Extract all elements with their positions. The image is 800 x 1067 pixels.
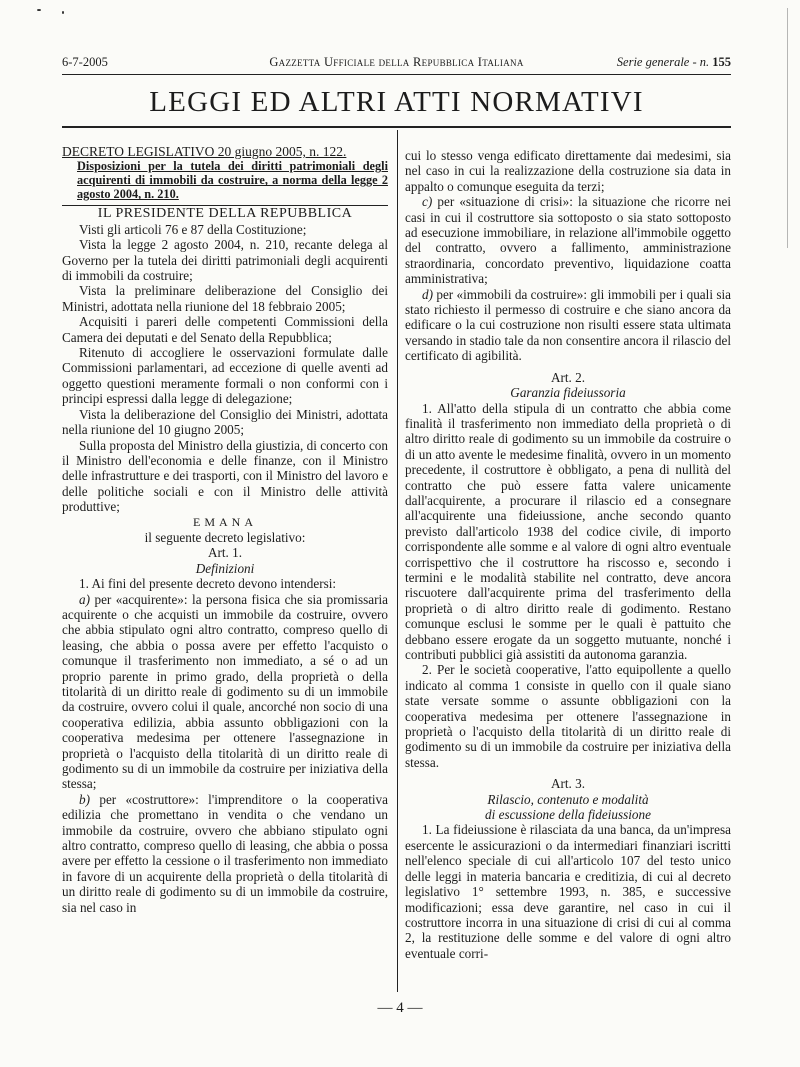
article-2-paragraph: 1. All'atto della stipula di un contratto che abbia come finalità il trasferimento non immediato della proprietà o di altro diritto reale di godimento su un immobile da costruire o di un atto avente le medesime finalità, ovvero in un momento precedente, il costruttore è obbligato, a pena di nullità del contratto che può essere fatta valere unicamente dall'acquirente, a procurare il rilascio ed a consegnare all'acquirente una fideiussione, anche secondo quanto previsto dall'articolo 1938 del codice civile, di importo corrispondente alle somme e al valore di ogni altro eventuale corrispettivo che il costruttore ha riscosso e, secondo i termini e le modalità stabilite nel contratto, deve ancora riscuotere dall'acquirente prima del trasferimento della proprietà o di altro diritto reale di godimento. Restano comunque esclusi le somme per le quali è pattuito che debbano essere erogate da un soggetto mutuante, nonché i contributi pubblici già assistiti da autonoma garanzia.: [405, 400, 731, 662]
preamble-item: Sulla proposta del Ministro della giustizia, di concerto con il Ministro dell'economia e delle finanze, con il Ministro delle infrastrutture e dei trasporti, con il Ministro del lavoro e delle politiche sociali e con il Ministro delle attività produttive;: [62, 437, 388, 515]
definition-letter: d): [422, 286, 433, 302]
header-rule: [62, 74, 731, 75]
decree-subtitle: Disposizioni per la tutela dei diritti patrimoniali degli acquirenti di immobili da costruire, a norma della legge 2 agosto 2004, n. 210.: [62, 159, 388, 206]
definition-text: per «costruttore»: l'imprenditore o la cooperativa edilizia che promettano in vendita o che vendano un immobile da costruire, ovvero che abbiano stipulato ogni altro contratto, compreso quello di leasing, che abbia o possa avere per effetto la cessione o il trasferimento non immediato in favore di un acquirente della proprietà o della titolarità di un diritto reale di godimento su di un immobile da costruire, sia nel caso in: [62, 791, 388, 915]
issue-date: 6-7-2005: [62, 55, 108, 69]
right-column: [405, 148, 731, 961]
article-3-paragraph: 1. La fideiussione è rilasciata da una banca, da un'impresa esercente le assicurazioni o da intermediari finanziari iscritti nell'elenco speciale di cui all'articolo 107 del testo unico delle leggi in materia bancaria e creditizia, di cui al decreto legislativo 1° settembre 1993, n. 385, e successive modificazioni; essa deve garantire, nel caso in cui il costruttore incorra in una situazione di crisi di cui al comma 2, la restituzione delle somme e del valore di ogni altro eventuale corri-: [405, 822, 731, 961]
running-head: [62, 55, 731, 75]
scan-speck: [37, 9, 41, 11]
article-3-subtitle: [405, 792, 731, 807]
definition-text: per «situazione di crisi»: la situazione che ricorre nei casi in cui il costruttore sia sottoposto o sia stato sottoposto ad esecuzione immobiliare, in relazione all'immobile oggetto del contratto, ovvero a fallimento, amministrazione straordinaria, concordato preventivo, liquidazione coatta amministrativa;: [405, 194, 731, 287]
definition-text: per «acquirente»: la persona fisica che sia promissaria acquirente o che acquisti un immobile da costruire, ovvero che abbia stipulato ogni altro contratto, compreso quello di leasing, che abbia o possa avere per effetto l'acquisto o comunque il trasferimento non immediato, a sé o ad un proprio parente in primo grado, della proprietà o della titolarità di un diritto reale di godimento su di un immobile da costruire, ovvero colui il quale, ancorché non socio di una cooperativa edilizia, abbia assunto obbligazioni con la cooperativa medesima per ottenere l'assegnazione in proprietà o l'acquisto della titolarità di un diritto reale di godimento su di un immobile da costruire per iniziativa della stessa;: [62, 591, 388, 792]
article-1-title: Art. 1.: [207, 545, 243, 561]
column-divider: [397, 130, 398, 992]
article-3-subtitle: [405, 807, 731, 822]
preamble-item: Vista la deliberazione del Consiglio dei Ministri, adottata nella riunione del 10 giugno 2005;: [62, 406, 388, 438]
page-number: — 4 —: [377, 1000, 423, 1016]
series-number: 155: [712, 55, 731, 69]
definition-item: [405, 287, 731, 364]
article-2-paragraph: 2. Per le società cooperative, l'atto equipollente a quello indicato al comma 1 consiste in quello con il quale siano state versate somme o assunte obbligazioni con la cooperativa medesima per ottenere l'assegnazione in proprietà o l'acquisto della titolarità di un diritto reale di godimento su di un immobile da costruire per iniziativa della stessa.: [405, 662, 731, 770]
scan-edge-line: [787, 8, 788, 248]
article-1-subtitle: Definizioni: [195, 560, 255, 576]
series-label: Serie generale - n.: [616, 55, 710, 69]
article-1-intro: 1. Ai fini del presente decreto devono intendersi:: [79, 576, 337, 592]
preamble-item: Visti gli articoli 76 e 87 della Costituzione;: [79, 221, 307, 237]
decree-intro: il seguente decreto legislativo:: [144, 529, 306, 545]
series-info: [617, 55, 731, 70]
definition-letter: b): [79, 791, 90, 807]
definition-letter: a): [79, 591, 90, 607]
preamble: [62, 222, 388, 515]
preamble-item: Vista la legge 2 agosto 2004, n. 210, recante delega al Governo per la tutela dei diritti patrimoniali degli acquirenti di immobili da costruire;: [62, 237, 388, 284]
scan-speck: [62, 11, 64, 14]
article-3-subtitle-line2: di escussione della fideiussione: [485, 807, 651, 823]
left-column: [62, 144, 388, 915]
article-2-title: Art. 2.: [550, 369, 586, 385]
definition-item: [62, 592, 388, 792]
gazette-name: Gazzetta Ufficiale della Repubblica Italiana: [269, 55, 524, 69]
definition-continuation: cui lo stesso venga edificato direttamente dai medesimi, sia nel caso in cui la realizzazione della costruzione sia data in appalto o comunque eseguita da terzi;: [405, 148, 731, 194]
article-3-subtitle-line1: Rilascio, contenuto e modalità: [487, 791, 649, 807]
president-heading: IL PRESIDENTE DELLA REPUBBLICA: [97, 206, 353, 222]
preamble-item: Ritenuto di accogliere le osservazioni formulate dalle Commissioni parlamentari, ad eccezione di quelle aventi ad oggetto questioni meramente formali o non conformi con i principi espressi dalla legge di delegazione;: [62, 345, 388, 407]
preamble-item: Acquisiti i pareri delle competenti Commissioni della Camera dei deputati e del Senato della Repubblica;: [62, 314, 388, 345]
definition-item: [405, 194, 731, 286]
emana-heading: EMANA: [193, 514, 257, 529]
section-rule: [62, 126, 731, 128]
decree-header: DECRETO LEGISLATIVO 20 giugno 2005, n. 122.: [62, 144, 347, 159]
definition-text: per «immobili da costruire»: gli immobili per i quali sia stato richiesto il permesso di costruire e che siano ancora da edificare o la cui costruzione non risulti essere stata ultimata versando in stadio tale da non consentire ancora il rilascio del certificato di agibilità.: [405, 286, 731, 364]
definition-item: [62, 792, 388, 915]
article-3-title: Art. 3.: [550, 776, 586, 792]
preamble-item: Vista la preliminare deliberazione del Consiglio dei Ministri, adottata nella riunione del 18 febbraio 2005;: [62, 283, 388, 314]
definition-letter: c): [422, 194, 433, 210]
article-2-subtitle: Garanzia fideiussoria: [510, 385, 626, 401]
section-title: LEGGI ED ALTRI ATTI NORMATIVI: [149, 86, 644, 118]
